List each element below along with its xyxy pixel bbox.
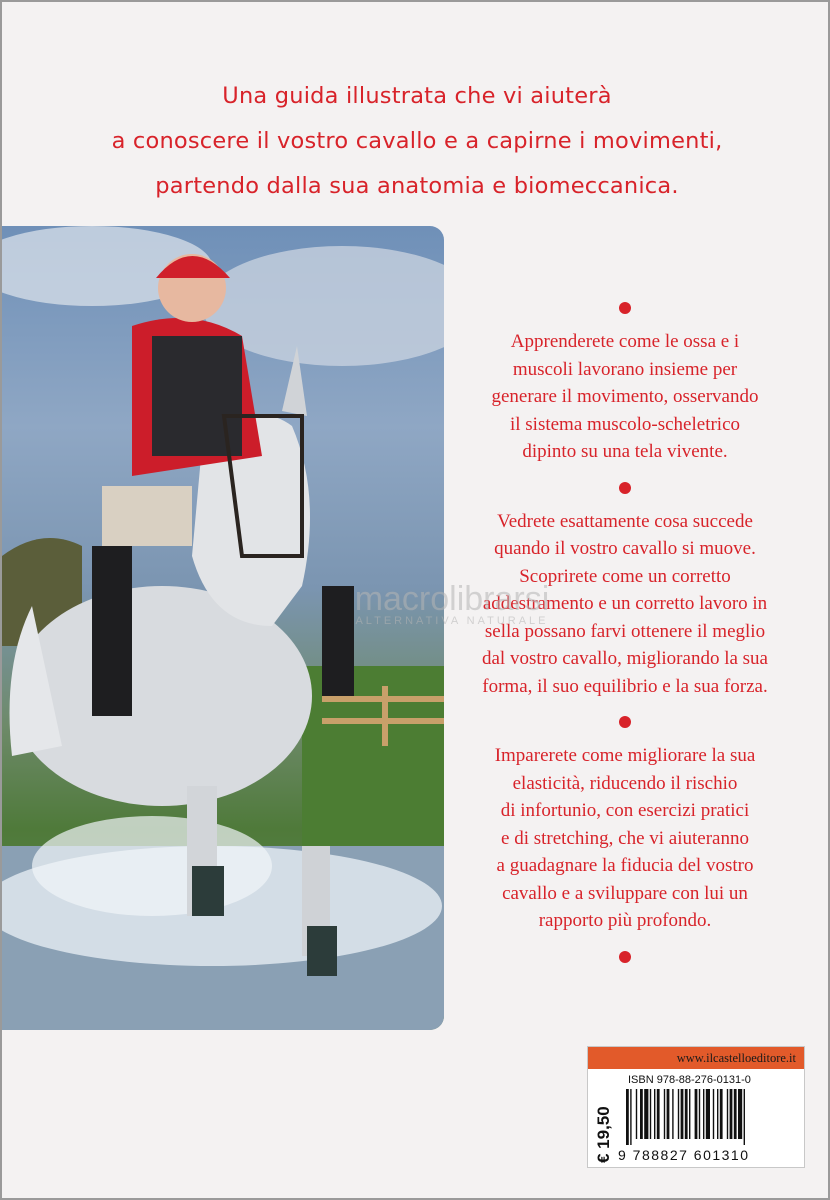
isbn-text: ISBN 978-88-276-0131-0: [628, 1074, 751, 1086]
paragraph-3-line-1: Imparerete come migliorare la sua: [494, 745, 756, 766]
barcode-bar: [734, 1089, 737, 1139]
tagline: [2, 74, 830, 209]
paragraph-3-line-6: cavallo e a sviluppare con lui un: [502, 882, 748, 904]
barcode-bar: [717, 1089, 718, 1139]
barcode-bar: [644, 1089, 648, 1139]
barcode-bars: [624, 1089, 794, 1145]
paragraph-3-line-7: rapporto più profondo.: [538, 910, 712, 931]
barcode-bar: [744, 1089, 745, 1145]
paragraph-1: [460, 328, 790, 466]
barcode-bar: [720, 1089, 723, 1139]
paragraph-2-line-1: Vedrete esattamente cosa succede: [497, 510, 753, 532]
description-column: [460, 302, 790, 963]
barcode-bar: [730, 1089, 733, 1139]
barcode-bar: [689, 1089, 690, 1139]
barcode-bar: [630, 1089, 631, 1145]
price-label: € 19,50: [594, 1106, 613, 1163]
bullet-dot: [619, 302, 631, 314]
paragraph-1-line-2: muscoli lavorano insieme per: [512, 358, 738, 380]
barcode-bar: [626, 1089, 629, 1145]
paragraph-1-line-3: generare il movimento, osservando: [491, 386, 759, 407]
paragraph-1-line-1: Apprenderete come le ossa e i: [510, 331, 740, 352]
watermark: [302, 580, 602, 627]
barcode-bar: [640, 1089, 643, 1139]
publisher-url: www.ilcastelloeditore.it: [588, 1047, 804, 1069]
barcode-panel: [587, 1046, 805, 1168]
barcode-bar: [672, 1089, 673, 1139]
barcode-bar: [727, 1089, 728, 1139]
paragraph-2-line-4: addestramento e un corretto lavoro in: [482, 593, 768, 614]
barcode-bar: [681, 1089, 684, 1139]
barcode-bar: [703, 1089, 704, 1139]
barcode-bar: [667, 1089, 670, 1139]
paragraph-2-line-3: Scoprirete come un corretto: [519, 565, 731, 587]
paragraph-2-line-5: sella possano farvi ottenere il meglio: [484, 620, 766, 642]
paragraph-2-line-6: dal vostro cavallo, migliorando la sua: [482, 648, 768, 669]
horse-rider-photo: [2, 226, 444, 1030]
tagline-line-1: Una guida illustrata che vi aiuterà: [222, 83, 612, 109]
paragraph-2-line-2: quando il vostro cavallo si muove.: [494, 538, 756, 559]
paragraph-2-line-7: forma, il suo equilibrio e la sua forza.: [482, 675, 768, 697]
barcode-bar: [685, 1089, 688, 1139]
barcode-bar: [713, 1089, 714, 1139]
paragraph-3-line-4: e di stretching, che vi aiuteranno: [501, 827, 749, 849]
barcode-bar: [699, 1089, 700, 1139]
paragraph-3-line-3: di infortunio, con esercizi pratici: [500, 800, 750, 821]
barcode-bar: [657, 1089, 660, 1139]
paragraph-3-line-5: a guadagnare la fiducia del vostro: [496, 855, 754, 876]
bullet-dot: [619, 716, 631, 728]
watermark-logo: macrolibrarsi: [354, 580, 550, 618]
watermark-subtitle: ALTERNATIVA NATURALE: [355, 615, 549, 627]
barcode-bar: [678, 1089, 679, 1139]
paragraph-1-line-5: dipinto su una tela vivente.: [522, 441, 728, 462]
tagline-line-2: a conoscere il vostro cavallo e a capirne i movimenti,: [111, 128, 723, 154]
paragraph-3: [460, 742, 790, 935]
barcode-bar: [650, 1089, 651, 1139]
paragraph-3-line-2: elasticità, riducendo il rischio: [512, 772, 738, 794]
barcode-number: 9 788827 601310: [618, 1147, 750, 1163]
barcode-bar: [738, 1089, 742, 1139]
paragraph-1-line-4: il sistema muscolo-scheletrico: [509, 413, 741, 435]
tagline-line-3: partendo dalla sua anatomia e biomeccanica.: [155, 173, 679, 199]
bullet-dot: [619, 482, 631, 494]
barcode-bar: [695, 1089, 698, 1139]
barcode-bar: [636, 1089, 637, 1139]
barcode-bar: [654, 1089, 655, 1139]
barcode-bar: [664, 1089, 665, 1139]
bullet-dot: [619, 951, 631, 963]
barcode-bar: [706, 1089, 710, 1139]
